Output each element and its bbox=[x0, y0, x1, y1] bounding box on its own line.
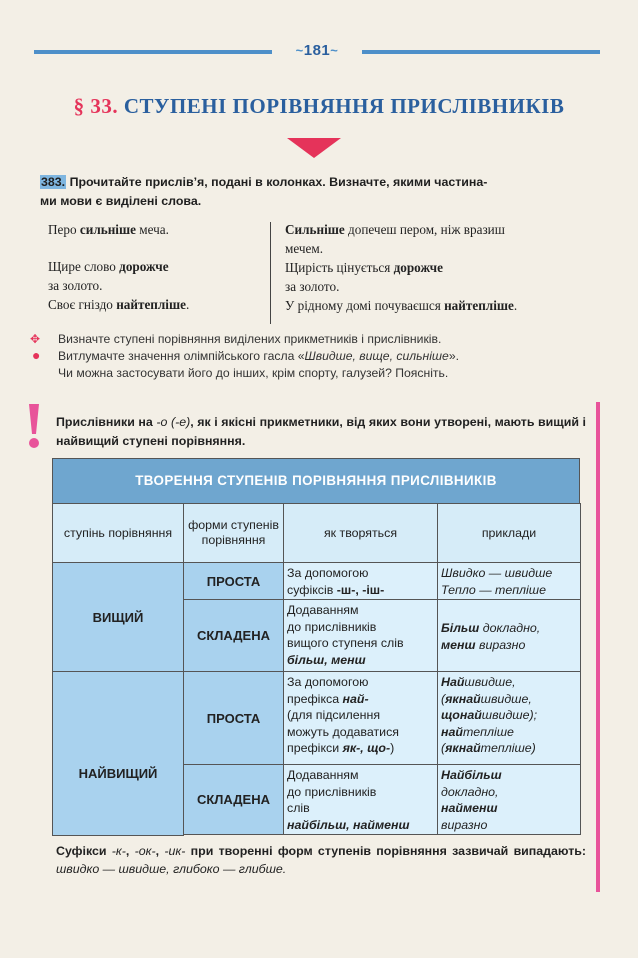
section-title-text: СТУПЕНІ ПОРІВНЯННЯ ПРИСЛІВНИКІВ bbox=[123, 94, 565, 118]
proverb-line: Сильніше допечеш пером, ніж вразиш bbox=[285, 222, 505, 237]
degree-text: ВИЩИЙ bbox=[92, 609, 144, 625]
example-text: тепліше) bbox=[480, 741, 536, 755]
how-text: суфіксів bbox=[287, 582, 337, 597]
example-bold: найменш bbox=[441, 801, 498, 815]
example-text: виразно bbox=[475, 637, 526, 652]
suffix-text: -ш-, -іш- bbox=[336, 582, 385, 597]
how-cell bbox=[283, 599, 438, 672]
exercise-instruction bbox=[40, 173, 600, 211]
olympic-motto: Швидше, вище, сильніше bbox=[304, 349, 449, 363]
note-text: при творенні форм ступенів порівняння зазвичай випадають: bbox=[185, 844, 587, 858]
prefix-text: як-, що- bbox=[342, 741, 391, 755]
form-simple bbox=[183, 562, 284, 600]
how-text: (для підсилення bbox=[287, 708, 381, 722]
swirl-right-icon: ~ bbox=[330, 43, 339, 58]
form-text: СКЛАДЕНА bbox=[196, 792, 271, 807]
exercise-number: 383. bbox=[41, 175, 66, 189]
example-bold: якнай bbox=[445, 691, 481, 706]
suffix-example: -ик- bbox=[164, 844, 186, 858]
how-text: префікси bbox=[287, 741, 343, 755]
example-text: докладно, bbox=[441, 784, 499, 799]
header-rule-left bbox=[34, 50, 272, 54]
header-rule-right bbox=[362, 50, 600, 54]
example-bold: менш bbox=[441, 637, 476, 652]
how-text: За допомогою bbox=[287, 566, 369, 580]
example-cell bbox=[437, 599, 581, 672]
example-bold: Більш bbox=[441, 621, 480, 635]
how-text: вищого ступеня слів bbox=[287, 636, 404, 650]
how-text: слів bbox=[287, 801, 310, 815]
example-text: Швидко — швидше bbox=[441, 566, 553, 580]
note-example: швидко — швидше, глибоко — глибше. bbox=[56, 862, 287, 876]
proverb-line: за золото. bbox=[285, 279, 340, 294]
triangle-down-icon bbox=[287, 138, 341, 158]
example-text: тепліше bbox=[462, 724, 514, 739]
exclamation-icon bbox=[24, 402, 44, 450]
form-compound bbox=[183, 764, 284, 835]
arrows-icon: ✥ bbox=[30, 332, 41, 346]
example-cell bbox=[437, 764, 581, 835]
page-number-text: 181 bbox=[303, 42, 331, 59]
proverb-line: мечем. bbox=[285, 241, 323, 256]
rule-text-part: , як і якісні прикметники, від яких вони утворені, мають вищий і найвищий ступені порівняння. bbox=[56, 415, 586, 448]
suffix-example: -к- bbox=[111, 844, 126, 858]
task-text: Чи можна застосувати його до інших, крім спорту, галузей? Поясніть. bbox=[58, 366, 449, 380]
section-number: § 33. bbox=[73, 94, 119, 118]
how-text: ) bbox=[390, 741, 395, 755]
suffix-note bbox=[56, 842, 586, 878]
how-text: префікса bbox=[287, 691, 343, 706]
table-title: ТВОРЕННЯ СТУПЕНІВ ПОРІВНЯННЯ ПРИСЛІВНИКІВ bbox=[53, 459, 579, 503]
col-header-degree bbox=[52, 503, 184, 563]
example-text: швидше, bbox=[480, 691, 532, 706]
task-text: ». bbox=[448, 349, 459, 363]
col-header-forms bbox=[183, 503, 284, 563]
task-item bbox=[30, 331, 605, 348]
swirl-left-icon: ~ bbox=[295, 43, 304, 58]
prefix-text: най- bbox=[342, 691, 369, 706]
example-text: Тепло — тепліше bbox=[441, 582, 546, 597]
page-header bbox=[34, 42, 600, 64]
how-text: до прислівників bbox=[287, 619, 377, 634]
how-text: більш, менш bbox=[287, 652, 366, 667]
degree-text: НАЙВИЩИЙ bbox=[78, 766, 158, 781]
col-header-examples bbox=[437, 503, 581, 563]
example-text: швидше, bbox=[464, 675, 516, 689]
note-text: , bbox=[125, 844, 135, 858]
how-cell bbox=[283, 671, 438, 765]
form-simple bbox=[183, 671, 284, 765]
task-item bbox=[30, 348, 605, 382]
suffix-example: -ок- bbox=[134, 844, 156, 858]
how-text: Додаванням bbox=[287, 768, 359, 782]
exercise-text-line2: ми мови є виділені слова. bbox=[40, 194, 202, 208]
degree-higher bbox=[52, 562, 184, 672]
comparison-table bbox=[52, 458, 580, 834]
col-header-how bbox=[283, 503, 438, 563]
page-number bbox=[282, 42, 352, 59]
how-cell bbox=[283, 562, 438, 600]
example-bold: Найбільш bbox=[441, 768, 502, 782]
example-bold: най bbox=[441, 724, 463, 739]
how-cell bbox=[283, 764, 438, 835]
proverb-line: У рідному домі почуваєшся найтепліше. bbox=[285, 298, 518, 313]
how-text: найбільш, найменш bbox=[287, 817, 410, 832]
task-text: Витлумачте значення олімпійського гасла « bbox=[58, 349, 305, 363]
exercise-text-line1: Прочитайте прислів’я, подані в колонках. Визначте, якими частина- bbox=[69, 175, 488, 189]
proverbs-right-column bbox=[285, 220, 605, 315]
column-divider bbox=[270, 222, 271, 324]
proverb-line: Щире слово дорожче bbox=[48, 259, 169, 274]
example-text: швидше); bbox=[481, 708, 538, 722]
example-bold: Най bbox=[441, 675, 465, 689]
col-header-text: як творяться bbox=[323, 525, 398, 540]
task-text: Визначте ступені порівняння виділених прикметників і прислівників. bbox=[58, 332, 442, 346]
how-text: до прислівників bbox=[287, 784, 377, 799]
col-header-text: форми ступенів порівняння bbox=[188, 518, 279, 547]
how-text: Додаванням bbox=[287, 603, 359, 617]
degree-highest bbox=[52, 671, 184, 836]
proverb-line: Щирість цінується дорожче bbox=[285, 260, 443, 275]
how-text: За допомогою bbox=[287, 675, 369, 689]
example-cell bbox=[437, 562, 581, 600]
form-text: ПРОСТА bbox=[206, 710, 261, 726]
col-header-text: приклади bbox=[481, 525, 537, 540]
rule-text-part: Прислівники на bbox=[56, 415, 157, 429]
section-title bbox=[0, 94, 638, 119]
example-text: докладно, bbox=[479, 621, 541, 635]
example-text: виразно bbox=[441, 817, 488, 832]
proverb-line: Перо сильніше меча. bbox=[48, 222, 169, 237]
rule-suffix: -о (-е) bbox=[156, 415, 191, 429]
task-list bbox=[30, 331, 605, 382]
proverb-line: Своє гніздо найтепліше. bbox=[48, 297, 190, 312]
note-text: Суфікси bbox=[56, 844, 112, 858]
how-text: можуть додаватися bbox=[287, 724, 399, 739]
proverb-line: за золото. bbox=[48, 278, 103, 293]
proverbs-left-column bbox=[48, 220, 258, 314]
note-text: , bbox=[155, 844, 165, 858]
form-compound bbox=[183, 599, 284, 672]
example-bold: якнай bbox=[445, 741, 481, 755]
example-text: ( bbox=[441, 741, 446, 755]
example-bold: щонай bbox=[441, 708, 482, 722]
form-text: СКЛАДЕНА bbox=[196, 628, 271, 643]
form-text: ПРОСТА bbox=[206, 573, 261, 589]
col-header-text: ступінь порівняння bbox=[63, 525, 173, 540]
bullet-dot-icon: ● bbox=[32, 347, 41, 363]
example-text: ( bbox=[441, 691, 446, 706]
example-cell bbox=[437, 671, 581, 765]
rule-text bbox=[56, 413, 586, 451]
